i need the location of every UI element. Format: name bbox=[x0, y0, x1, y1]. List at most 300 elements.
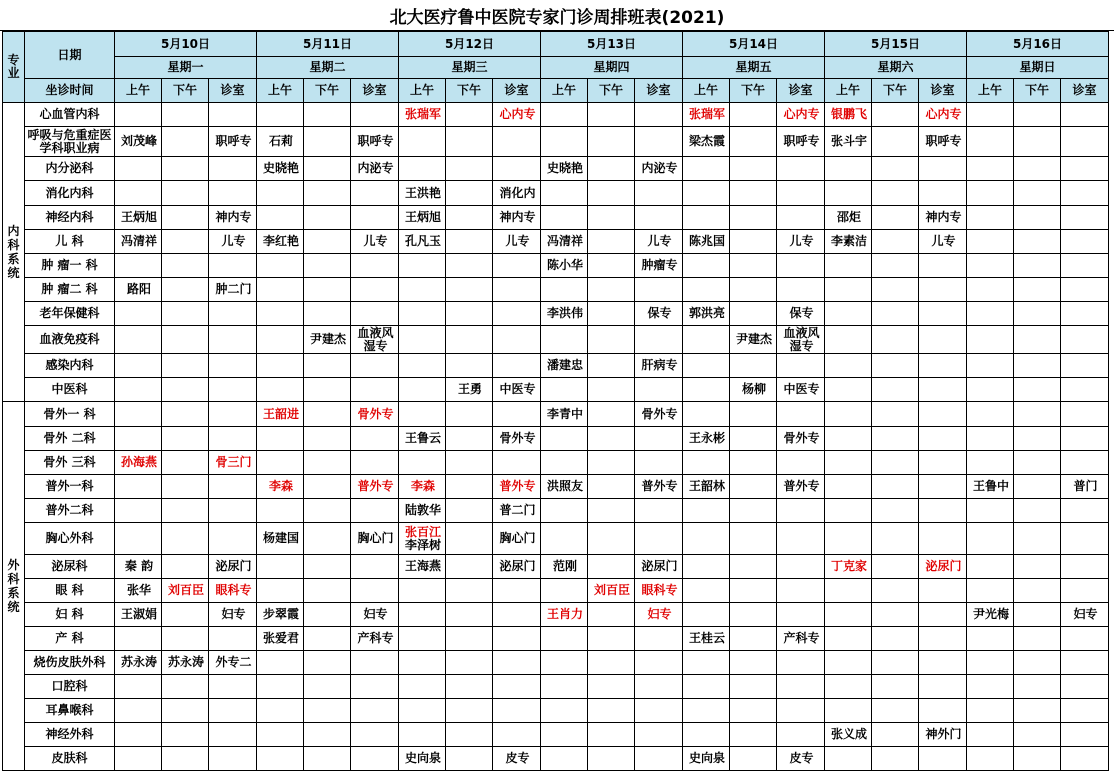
room-cell: 肝病专 bbox=[635, 354, 683, 378]
room-cell: 外专二 bbox=[209, 651, 257, 675]
am-doctor-cell bbox=[825, 451, 872, 475]
pm-doctor-cell bbox=[872, 475, 919, 499]
room-cell: 妇专 bbox=[635, 603, 683, 627]
room-cell: 普外专 bbox=[493, 475, 541, 499]
pm-doctor-cell bbox=[1014, 254, 1061, 278]
room-cell bbox=[635, 103, 683, 127]
department-name: 烧伤皮肤外科 bbox=[25, 651, 115, 675]
room-cell bbox=[1061, 499, 1109, 523]
am-doctor-cell bbox=[541, 103, 588, 127]
department-name: 内分泌科 bbox=[25, 157, 115, 181]
pm-doctor-cell bbox=[1014, 651, 1061, 675]
room-cell bbox=[635, 127, 683, 157]
am-doctor-cell bbox=[541, 699, 588, 723]
pm-doctor-cell bbox=[588, 675, 635, 699]
room-cell bbox=[209, 627, 257, 651]
room-cell bbox=[351, 354, 399, 378]
header-slot: 下午 bbox=[730, 79, 777, 103]
table-row bbox=[3, 475, 1109, 499]
pm-doctor-cell bbox=[446, 523, 493, 555]
room-cell: 神外门 bbox=[919, 723, 967, 747]
room-cell bbox=[919, 278, 967, 302]
room-cell: 妇专 bbox=[351, 603, 399, 627]
am-doctor-cell bbox=[683, 451, 730, 475]
room-cell bbox=[635, 499, 683, 523]
room-cell bbox=[777, 499, 825, 523]
room-cell bbox=[351, 555, 399, 579]
pm-doctor-cell bbox=[730, 230, 777, 254]
room-cell: 内泌专 bbox=[635, 157, 683, 181]
room-cell: 中医专 bbox=[493, 378, 541, 402]
pm-doctor-cell bbox=[446, 103, 493, 127]
table-row bbox=[3, 127, 1109, 157]
pm-doctor-cell bbox=[304, 499, 351, 523]
pm-doctor-cell bbox=[872, 651, 919, 675]
pm-doctor-cell bbox=[588, 427, 635, 451]
header-slot: 诊室 bbox=[209, 79, 257, 103]
room-cell bbox=[777, 579, 825, 603]
pm-doctor-cell bbox=[1014, 627, 1061, 651]
am-doctor-cell bbox=[825, 651, 872, 675]
am-doctor-cell bbox=[257, 579, 304, 603]
header-date: 5月15日 bbox=[825, 32, 967, 57]
pm-doctor-cell bbox=[588, 378, 635, 402]
pm-doctor-cell: 王勇 bbox=[446, 378, 493, 402]
room-cell bbox=[351, 302, 399, 326]
room-cell bbox=[351, 723, 399, 747]
am-doctor-cell: 李森 bbox=[257, 475, 304, 499]
pm-doctor-cell bbox=[162, 378, 209, 402]
am-doctor-cell: 王肖力 bbox=[541, 603, 588, 627]
am-doctor-cell bbox=[257, 378, 304, 402]
pm-doctor-cell bbox=[730, 603, 777, 627]
pm-doctor-cell bbox=[872, 627, 919, 651]
am-doctor-cell bbox=[257, 499, 304, 523]
am-doctor-cell: 王永彬 bbox=[683, 427, 730, 451]
pm-doctor-cell bbox=[446, 627, 493, 651]
am-doctor-cell bbox=[115, 475, 162, 499]
am-doctor-cell: 丁克家 bbox=[825, 555, 872, 579]
am-doctor-cell bbox=[399, 354, 446, 378]
pm-doctor-cell bbox=[162, 278, 209, 302]
am-doctor-cell: 李红艳 bbox=[257, 230, 304, 254]
header-slot: 下午 bbox=[162, 79, 209, 103]
am-doctor-cell bbox=[825, 181, 872, 206]
am-doctor-cell bbox=[115, 723, 162, 747]
header-slot: 上午 bbox=[825, 79, 872, 103]
pm-doctor-cell bbox=[730, 127, 777, 157]
am-doctor-cell: 陆敦华 bbox=[399, 499, 446, 523]
am-doctor-cell bbox=[257, 278, 304, 302]
room-cell bbox=[493, 326, 541, 354]
room-cell bbox=[1061, 402, 1109, 427]
pm-doctor-cell bbox=[1014, 475, 1061, 499]
room-cell bbox=[919, 427, 967, 451]
pm-doctor-cell bbox=[304, 302, 351, 326]
am-doctor-cell bbox=[115, 402, 162, 427]
pm-doctor-cell bbox=[304, 723, 351, 747]
room-cell bbox=[919, 354, 967, 378]
pm-doctor-cell bbox=[304, 157, 351, 181]
room-cell: 儿专 bbox=[777, 230, 825, 254]
am-doctor-cell: 银鹏飞 bbox=[825, 103, 872, 127]
room-cell: 儿专 bbox=[919, 230, 967, 254]
department-name: 骨外一 科 bbox=[25, 402, 115, 427]
room-cell: 普门 bbox=[1061, 475, 1109, 499]
am-doctor-cell: 王海燕 bbox=[399, 555, 446, 579]
room-cell: 中医专 bbox=[777, 378, 825, 402]
am-doctor-cell bbox=[825, 302, 872, 326]
am-doctor-cell bbox=[967, 627, 1014, 651]
room-cell: 心内专 bbox=[777, 103, 825, 127]
room-cell bbox=[351, 579, 399, 603]
pm-doctor-cell bbox=[1014, 555, 1061, 579]
department-name: 神经内科 bbox=[25, 206, 115, 230]
room-cell bbox=[777, 555, 825, 579]
am-doctor-cell bbox=[115, 157, 162, 181]
department-name: 产 科 bbox=[25, 627, 115, 651]
room-cell bbox=[209, 302, 257, 326]
table-row bbox=[3, 206, 1109, 230]
pm-doctor-cell bbox=[446, 157, 493, 181]
pm-doctor-cell bbox=[304, 254, 351, 278]
pm-doctor-cell bbox=[1014, 499, 1061, 523]
pm-doctor-cell bbox=[872, 555, 919, 579]
room-cell bbox=[777, 354, 825, 378]
am-doctor-cell bbox=[399, 723, 446, 747]
department-name: 口腔科 bbox=[25, 675, 115, 699]
room-cell bbox=[493, 402, 541, 427]
table-row bbox=[3, 427, 1109, 451]
department-name: 儿 科 bbox=[25, 230, 115, 254]
pm-doctor-cell bbox=[588, 699, 635, 723]
am-doctor-cell bbox=[399, 278, 446, 302]
room-cell bbox=[635, 523, 683, 555]
pm-doctor-cell bbox=[304, 603, 351, 627]
pm-doctor-cell bbox=[446, 127, 493, 157]
am-doctor-cell: 王炳旭 bbox=[399, 206, 446, 230]
pm-doctor-cell bbox=[446, 326, 493, 354]
room-cell: 神内专 bbox=[209, 206, 257, 230]
am-doctor-cell bbox=[683, 723, 730, 747]
am-doctor-cell bbox=[115, 354, 162, 378]
am-doctor-cell: 李青中 bbox=[541, 402, 588, 427]
pm-doctor-cell bbox=[446, 475, 493, 499]
am-doctor-cell bbox=[825, 278, 872, 302]
room-cell bbox=[777, 651, 825, 675]
am-doctor-cell bbox=[115, 523, 162, 555]
header-zhuanye: 专业 bbox=[3, 32, 25, 103]
room-cell bbox=[493, 651, 541, 675]
room-cell bbox=[635, 723, 683, 747]
pm-doctor-cell: 尹建杰 bbox=[730, 326, 777, 354]
pm-doctor-cell bbox=[1014, 427, 1061, 451]
am-doctor-cell bbox=[399, 378, 446, 402]
room-cell: 职呼专 bbox=[777, 127, 825, 157]
doctor-name: 张百江 bbox=[404, 524, 441, 539]
pm-doctor-cell bbox=[588, 747, 635, 771]
header-slot: 诊室 bbox=[351, 79, 399, 103]
system-name: 外科系统 bbox=[7, 558, 20, 614]
pm-doctor-cell bbox=[162, 603, 209, 627]
room-cell bbox=[1061, 675, 1109, 699]
pm-doctor-cell bbox=[1014, 354, 1061, 378]
room-cell bbox=[919, 157, 967, 181]
header-slot: 上午 bbox=[399, 79, 446, 103]
header-weekday: 星期六 bbox=[825, 57, 967, 79]
am-doctor-cell: 冯清祥 bbox=[115, 230, 162, 254]
department-name: 呼吸与危重症医学科职业病 bbox=[25, 127, 115, 157]
pm-doctor-cell bbox=[730, 747, 777, 771]
am-doctor-cell bbox=[683, 278, 730, 302]
am-doctor-cell: 史向泉 bbox=[683, 747, 730, 771]
pm-doctor-cell bbox=[304, 230, 351, 254]
room-cell bbox=[919, 181, 967, 206]
pm-doctor-cell bbox=[162, 499, 209, 523]
room-cell: 职呼专 bbox=[351, 127, 399, 157]
room-cell bbox=[493, 278, 541, 302]
am-doctor-cell bbox=[399, 326, 446, 354]
table-row bbox=[3, 378, 1109, 402]
room-cell bbox=[493, 451, 541, 475]
pm-doctor-cell bbox=[446, 723, 493, 747]
room-cell bbox=[635, 747, 683, 771]
am-doctor-cell bbox=[115, 747, 162, 771]
pm-doctor-cell bbox=[1014, 402, 1061, 427]
pm-doctor-cell bbox=[730, 181, 777, 206]
pm-doctor-cell bbox=[730, 675, 777, 699]
am-doctor-cell bbox=[967, 675, 1014, 699]
room-cell bbox=[777, 699, 825, 723]
system-label bbox=[3, 402, 25, 771]
pm-doctor-cell bbox=[446, 579, 493, 603]
room-cell: 儿专 bbox=[209, 230, 257, 254]
room-cell: 内泌专 bbox=[351, 157, 399, 181]
am-doctor-cell bbox=[257, 354, 304, 378]
room-cell bbox=[777, 402, 825, 427]
am-doctor-cell bbox=[399, 157, 446, 181]
pm-doctor-cell bbox=[872, 103, 919, 127]
room-cell bbox=[493, 675, 541, 699]
am-doctor-cell bbox=[541, 579, 588, 603]
pm-doctor-cell bbox=[162, 427, 209, 451]
pm-doctor-cell bbox=[872, 579, 919, 603]
am-doctor-cell bbox=[115, 627, 162, 651]
room-cell bbox=[209, 157, 257, 181]
pm-doctor-cell bbox=[1014, 723, 1061, 747]
am-doctor-cell bbox=[541, 499, 588, 523]
room-cell: 眼科专 bbox=[209, 579, 257, 603]
room-cell: 肿瘤专 bbox=[635, 254, 683, 278]
room-cell: 儿专 bbox=[351, 230, 399, 254]
pm-doctor-cell bbox=[730, 579, 777, 603]
pm-doctor-cell bbox=[588, 302, 635, 326]
pm-doctor-cell bbox=[872, 499, 919, 523]
pm-doctor-cell bbox=[588, 326, 635, 354]
room-cell bbox=[1061, 579, 1109, 603]
room-cell bbox=[351, 378, 399, 402]
doctor-name: 李泽树 bbox=[404, 537, 441, 552]
pm-doctor-cell bbox=[1014, 326, 1061, 354]
am-doctor-cell bbox=[541, 326, 588, 354]
room-cell bbox=[635, 206, 683, 230]
room-cell bbox=[351, 278, 399, 302]
room-cell bbox=[209, 103, 257, 127]
system-label bbox=[3, 103, 25, 402]
pm-doctor-cell bbox=[872, 230, 919, 254]
pm-doctor-cell bbox=[872, 451, 919, 475]
pm-doctor-cell bbox=[446, 181, 493, 206]
pm-doctor-cell bbox=[304, 127, 351, 157]
am-doctor-cell bbox=[683, 651, 730, 675]
am-doctor-cell bbox=[825, 603, 872, 627]
am-doctor-cell bbox=[967, 699, 1014, 723]
table-row bbox=[3, 354, 1109, 378]
pm-doctor-cell bbox=[162, 326, 209, 354]
am-doctor-cell bbox=[683, 555, 730, 579]
department-name: 血液免疫科 bbox=[25, 326, 115, 354]
room-cell bbox=[209, 675, 257, 699]
room-cell bbox=[777, 181, 825, 206]
am-doctor-cell bbox=[967, 103, 1014, 127]
pm-doctor-cell bbox=[162, 103, 209, 127]
header-date: 5月16日 bbox=[967, 32, 1109, 57]
room-cell bbox=[1061, 103, 1109, 127]
am-doctor-cell bbox=[683, 523, 730, 555]
room-cell bbox=[1061, 206, 1109, 230]
page-title: 北大医疗鲁中医院专家门诊周排班表(2021) bbox=[0, 0, 1114, 31]
room-cell bbox=[1061, 278, 1109, 302]
table-row bbox=[3, 499, 1109, 523]
pm-doctor-cell bbox=[1014, 157, 1061, 181]
am-doctor-cell: 梁杰霞 bbox=[683, 127, 730, 157]
pm-doctor-cell bbox=[446, 427, 493, 451]
am-doctor-cell bbox=[257, 699, 304, 723]
room-cell bbox=[635, 675, 683, 699]
am-doctor-cell bbox=[967, 499, 1014, 523]
table-row bbox=[3, 603, 1109, 627]
am-doctor-cell: 洪照友 bbox=[541, 475, 588, 499]
department-name: 消化内科 bbox=[25, 181, 115, 206]
department-name: 心血管内科 bbox=[25, 103, 115, 127]
am-doctor-cell bbox=[541, 747, 588, 771]
pm-doctor-cell bbox=[730, 427, 777, 451]
header-slot: 上午 bbox=[257, 79, 304, 103]
room-cell bbox=[777, 278, 825, 302]
am-doctor-cell bbox=[967, 127, 1014, 157]
pm-doctor-cell bbox=[446, 555, 493, 579]
am-doctor-cell: 王淑娟 bbox=[115, 603, 162, 627]
pm-doctor-cell bbox=[730, 254, 777, 278]
pm-doctor-cell bbox=[162, 230, 209, 254]
room-cell bbox=[1061, 723, 1109, 747]
pm-doctor-cell bbox=[304, 651, 351, 675]
am-doctor-cell bbox=[257, 555, 304, 579]
am-doctor-cell bbox=[967, 354, 1014, 378]
pm-doctor-cell bbox=[730, 206, 777, 230]
room-cell bbox=[1061, 157, 1109, 181]
room-cell bbox=[919, 402, 967, 427]
header-date: 5月13日 bbox=[541, 32, 683, 57]
room-cell bbox=[1061, 230, 1109, 254]
am-doctor-cell: 王韶进 bbox=[257, 402, 304, 427]
room-cell: 妇专 bbox=[209, 603, 257, 627]
room-cell: 普外专 bbox=[635, 475, 683, 499]
am-doctor-cell bbox=[967, 254, 1014, 278]
department-name: 耳鼻喉科 bbox=[25, 699, 115, 723]
pm-doctor-cell bbox=[872, 402, 919, 427]
header-slot: 下午 bbox=[1014, 79, 1061, 103]
pm-doctor-cell bbox=[446, 451, 493, 475]
room-cell bbox=[635, 278, 683, 302]
pm-doctor-cell bbox=[872, 427, 919, 451]
room-cell bbox=[1061, 699, 1109, 723]
am-doctor-cell: 史晓艳 bbox=[257, 157, 304, 181]
system-name: 内科系统 bbox=[7, 224, 20, 280]
room-cell bbox=[351, 103, 399, 127]
pm-doctor-cell bbox=[1014, 278, 1061, 302]
am-doctor-cell bbox=[683, 157, 730, 181]
pm-doctor-cell bbox=[1014, 603, 1061, 627]
pm-doctor-cell bbox=[446, 651, 493, 675]
room-cell bbox=[1061, 127, 1109, 157]
am-doctor-cell bbox=[825, 157, 872, 181]
am-doctor-cell bbox=[115, 302, 162, 326]
am-doctor-cell bbox=[541, 278, 588, 302]
pm-doctor-cell bbox=[730, 354, 777, 378]
pm-doctor-cell bbox=[304, 555, 351, 579]
table-row bbox=[3, 326, 1109, 354]
pm-doctor-cell bbox=[872, 699, 919, 723]
pm-doctor-cell bbox=[872, 723, 919, 747]
pm-doctor-cell bbox=[1014, 699, 1061, 723]
pm-doctor-cell bbox=[872, 603, 919, 627]
am-doctor-cell bbox=[115, 378, 162, 402]
table-row bbox=[3, 627, 1109, 651]
room-cell bbox=[209, 181, 257, 206]
am-doctor-cell: 王洪艳 bbox=[399, 181, 446, 206]
am-doctor-cell bbox=[825, 378, 872, 402]
am-doctor-cell: 苏永涛 bbox=[115, 651, 162, 675]
room-cell bbox=[919, 603, 967, 627]
pm-doctor-cell bbox=[588, 723, 635, 747]
header-slot: 诊室 bbox=[1061, 79, 1109, 103]
pm-doctor-cell bbox=[1014, 103, 1061, 127]
room-cell bbox=[209, 354, 257, 378]
room-cell bbox=[1061, 451, 1109, 475]
table-row bbox=[3, 579, 1109, 603]
department-name: 普外一科 bbox=[25, 475, 115, 499]
am-doctor-cell bbox=[825, 699, 872, 723]
room-cell bbox=[1061, 354, 1109, 378]
room-cell: 普外专 bbox=[351, 475, 399, 499]
am-doctor-cell: 潘建忠 bbox=[541, 354, 588, 378]
header-weekday: 星期二 bbox=[257, 57, 399, 79]
table-row bbox=[3, 651, 1109, 675]
room-cell: 肿二门 bbox=[209, 278, 257, 302]
pm-doctor-cell bbox=[304, 579, 351, 603]
room-cell bbox=[493, 127, 541, 157]
am-doctor-cell bbox=[683, 603, 730, 627]
header-date: 5月11日 bbox=[257, 32, 399, 57]
room-cell bbox=[493, 157, 541, 181]
header-slot: 诊室 bbox=[777, 79, 825, 103]
pm-doctor-cell bbox=[588, 354, 635, 378]
pm-doctor-cell bbox=[162, 627, 209, 651]
am-doctor-cell: 孔凡玉 bbox=[399, 230, 446, 254]
header-slot: 下午 bbox=[588, 79, 635, 103]
pm-doctor-cell bbox=[1014, 523, 1061, 555]
